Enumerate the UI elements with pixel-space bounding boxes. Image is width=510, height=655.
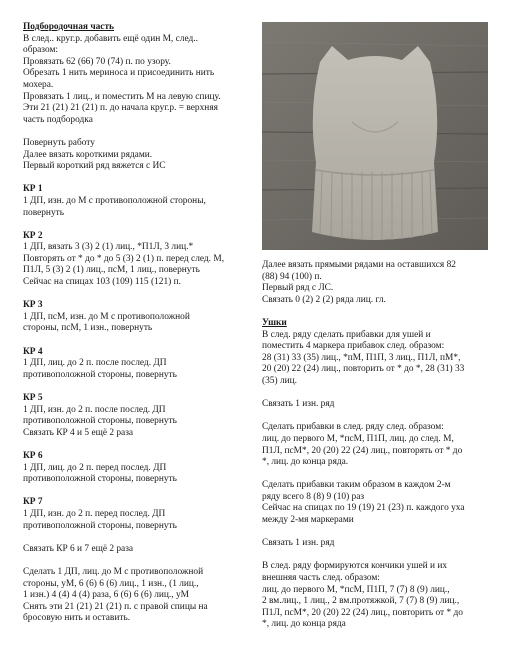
ears-line: ряду всего 8 (8) 9 (10) раз <box>262 491 365 502</box>
ears-line: поместить 4 маркера прибавок след. образом: <box>262 341 445 352</box>
kr2-heading: КР 2 <box>23 230 43 241</box>
purl-row-line: Связать 1 изн. ряд <box>262 399 335 410</box>
left-column <box>23 22 255 625</box>
turn-line: Первый короткий ряд вяжется с ИС <box>23 161 166 172</box>
final-line: бросовую нить и оставить. <box>23 613 131 624</box>
kr5-heading: КР 5 <box>23 393 43 403</box>
intro-line: Эти 21 (21) 21 (21) п. до начала круг.р. = верхняя <box>23 103 218 114</box>
ears-line: между 2-мя маркерами <box>262 515 354 526</box>
kr7-line: 1 ДП, изн. до 2 п. перед послед. ДП <box>23 508 166 519</box>
kr3-line: стороны, псМ, 1 изн., повернуть <box>23 323 153 334</box>
intro-line: Провязать 62 (66) 70 (74) п. по узору. <box>23 56 171 67</box>
kr1-heading: КР 1 <box>23 184 43 195</box>
intro-line: мохера. <box>23 79 54 90</box>
final-line: 1 изн.) 4 (4) 4 (4) раза, 6 (6) 6 (6) лиц., уМ <box>23 590 189 601</box>
ears-line: Сейчас на спицах по 19 (19) 21 (23) п. каждого уха <box>262 503 465 514</box>
kr6-line: противоположной стороны, повернуть <box>23 474 177 485</box>
ears-line: внешняя часть след. образом: <box>262 573 380 584</box>
kr2-line: Повторять от * до * до 5 (3) 2 (1) п. перед след. М, <box>23 253 225 264</box>
section-title-ears: Ушки <box>262 317 287 328</box>
intro-line: образом: <box>23 45 59 56</box>
ears-line: 2 вм.лиц., 1 лиц., 2 вм.протяжкой, 7 (7) 8 (9) лиц., <box>262 596 460 607</box>
ears-line: лиц. до первого М, *псМ, П1П, лиц. до след. М, <box>262 433 454 444</box>
ears-line: *, лиц. до конца ряда <box>262 619 346 630</box>
straight-line: Связать 0 (2) 2 (2) ряда лиц. гл. <box>262 294 386 305</box>
intro-line: Провязать 1 лиц., и поместить М на левую спицу. <box>23 91 221 102</box>
kr5-line: 1 ДП, изн. до 2 п. после послед. ДП <box>23 404 166 415</box>
kr1-line: повернуть <box>23 207 65 218</box>
kr5-line: противоположной стороны, повернуть <box>23 416 177 427</box>
ears-line: В след. ряду сделать прибавки для ушей и <box>262 329 431 340</box>
kr2-line: Сейчас на спицах 103 (109) 115 (121) п. <box>23 277 181 288</box>
kr4-line: 1 ДП, лиц. до 2 п. после послед. ДП <box>23 358 167 369</box>
ears-line: Сделать прибавки в след. ряду след. образом: <box>262 422 444 433</box>
right-column <box>262 260 494 631</box>
ears-line: (35) лиц. <box>262 375 298 386</box>
final-line: Сделать 1 ДП, лиц. до М с противоположной <box>23 566 204 577</box>
turn-line: Повернуть работу <box>23 137 95 148</box>
intro-line: Обрезать 1 нить мериноса и присоединить нить <box>23 68 215 79</box>
kr2-line: 1 ДП, вязать 3 (3) 2 (1) лиц., *П1Л, 3 лиц.* <box>23 242 194 253</box>
straight-line: Далее вязать прямыми рядами на оставшихся 82 <box>262 260 456 270</box>
final-line: стороны, уМ, 6 (6) 6 (6) лиц., 1 изн., (1 лиц., <box>23 578 199 589</box>
ears-line: 20 (20) 22 (24) лиц., повторить от * до *, 28 (31) 33 <box>262 364 465 375</box>
ears-line: *, лиц. до конца ряда. <box>262 457 349 468</box>
hat-photo <box>262 22 488 250</box>
final-line: Снять эти 21 (21) 21 (21) п. с правой спицы на <box>23 601 208 612</box>
hat-photo-illustration <box>262 22 488 250</box>
kr2-line: П1Л, 5 (3) 2 (1) лиц., псМ, 1 лиц., повернуть <box>23 265 200 276</box>
ears-line: Сделать прибавки таким образом в каждом 2-м <box>262 480 451 491</box>
intro-line: В след.. круг.р. добавить ещё один М, след.. <box>23 33 198 44</box>
kr5-line: Связать КР 4 и 5 ещё 2 раза <box>23 427 134 438</box>
ears-line: 28 (31) 33 (35) лиц., *пМ, П1П, 3 лиц., П1Л, пМ*, <box>262 352 461 363</box>
kr6-heading: КР 6 <box>23 450 43 461</box>
turn-line: Далее вязать короткими рядами. <box>23 149 153 160</box>
purl-row-line: Связать 1 изн. ряд <box>262 538 335 549</box>
kr7-heading: КР 7 <box>23 497 43 508</box>
straight-line: (88) 94 (100) п. <box>262 271 322 282</box>
ears-line: П1Л, псМ*, 20 (20) 22 (24) лиц., повторять от * до <box>262 445 463 456</box>
kr4-line: противоположной стороны, повернуть <box>23 369 177 380</box>
kr1-line: 1 ДП, изн. до М с противоположной стороны, <box>23 195 206 206</box>
kr7-line: противоположной стороны, повернуть <box>23 520 177 531</box>
repeat-line: Связать КР 6 и 7 ещё 2 раза <box>23 543 134 554</box>
ears-line: П1Л, псМ*, 20 (20) 22 (24) лиц., повторить от * до <box>262 607 463 618</box>
kr3-line: 1 ДП, псМ, изн. до М с противоположной <box>23 311 190 322</box>
ears-line: В след. ряду формируются кончики ушей и их <box>262 561 448 572</box>
straight-line: Первый ряд с ЛС. <box>262 283 334 294</box>
kr3-heading: КР 3 <box>23 300 43 311</box>
intro-line: часть подбородка <box>23 114 93 125</box>
kr6-line: 1 ДП, лиц. до 2 п. перед послед. ДП <box>23 462 167 473</box>
ears-line: лиц. до первого М, *псМ, П1П, 7 (7) 8 (9) лиц., <box>262 584 450 595</box>
section-title-chin: Подбородочная часть <box>23 22 115 32</box>
kr4-heading: КР 4 <box>23 346 43 357</box>
